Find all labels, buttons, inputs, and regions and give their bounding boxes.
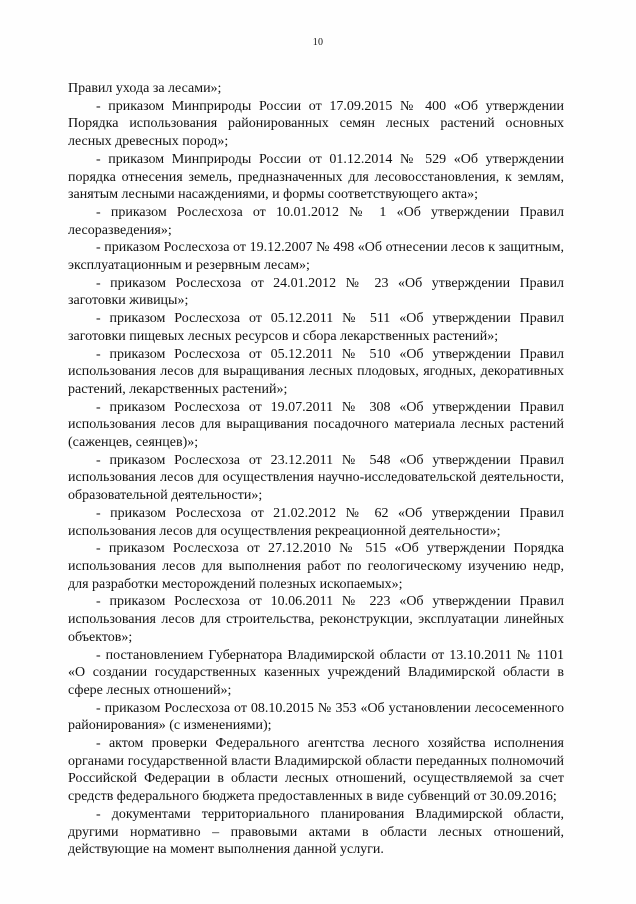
list-item: - приказом Рослесхоза от 27.12.2010 № 515 «Об утверждении Порядка использования лесов для выполнения работ по геологическому изучению недр, для разработки месторождений полезных ископаемых»;	[68, 541, 564, 592]
list-item: - документами территориального планирования Владимирской области, другими нормативно – правовыми актами в области лесных отношений, действующие на момент выполнения данной услуги.	[68, 806, 564, 858]
page-number: 10	[312, 37, 324, 48]
list-item: - актом проверки Федерального агентства лесного хозяйства исполнения органами государственной власти Владимирской области переданных полномочий Российской Федерации в области лесных отношений, осуществляемой за счет средств федерального бюджета предоставленных в виде субвенций от 30.09.2016;	[68, 736, 564, 805]
paragraph-continuation: Правил ухода за лесами»;	[68, 81, 222, 96]
list-item: - приказом Рослесхоза от 19.07.2011 № 308 «Об утверждении Правил использования лесов для выращивания посадочного материала лесных растений (саженцев, сеянцев)»;	[68, 399, 564, 451]
list-item: - приказом Рослесхоза от 08.10.2015 № 353 «Об установлении лесосеменного районирования» (с изменениями);	[68, 700, 564, 734]
document-body	[68, 80, 564, 859]
list-item: - приказом Рослесхоза от 24.01.2012 № 23 «Об утверждении Правил заготовки живицы»;	[68, 275, 564, 309]
list-item: - приказом Рослесхоза от 05.12.2011 № 510 «Об утверждении Правил использования лесов для выращивания лесных плодовых, ягодных, декоративных растений, лекарственных растений»;	[68, 346, 564, 397]
list-item: - приказом Минприроды России от 01.12.2014 № 529 «Об утверждении порядка отнесения земель, предназначенных для лесовосстановления, к землям, занятым лесными насаждениями, и формы соответствующего акта»;	[68, 151, 564, 203]
list-item: - приказом Рослесхоза от 21.02.2012 № 62 «Об утверждении Правил использования лесов для осуществления рекреационной деятельности»;	[68, 505, 564, 539]
list-item: - постановлением Губернатора Владимирской области от 13.10.2011 № 1101 «О создании государственных казенных учреждений Владимирской области в сфере лесных отношений»;	[68, 647, 564, 698]
list-item: - приказом Рослесхоза от 23.12.2011 № 548 «Об утверждении Правил использования лесов для осуществления научно-исследовательской деятельности, образовательной деятельности»;	[68, 452, 564, 504]
list-item: - приказом Минприроды России от 17.09.2015 № 400 «Об утверждении Порядка использования районированных семян лесных растений основных лесных древесных пород»;	[68, 98, 564, 150]
list-item: - приказом Рослесхоза от 10.06.2011 № 223 «Об утверждении Правил использования лесов для строительства, реконструкции, эксплуатации линейных объектов»;	[68, 594, 564, 645]
list-item: - приказом Рослесхоза от 19.12.2007 № 498 «Об отнесении лесов к защитным, эксплуатационным и резервным лесам»;	[68, 240, 564, 274]
list-item: - приказом Рослесхоза от 05.12.2011 № 511 «Об утверждении Правил заготовки пищевых лесных ресурсов и сбора лекарственных растений»;	[68, 311, 564, 344]
list-item: - приказом Рослесхоза от 10.01.2012 № 1 «Об утверждении Правил лесоразведения»;	[68, 204, 564, 238]
